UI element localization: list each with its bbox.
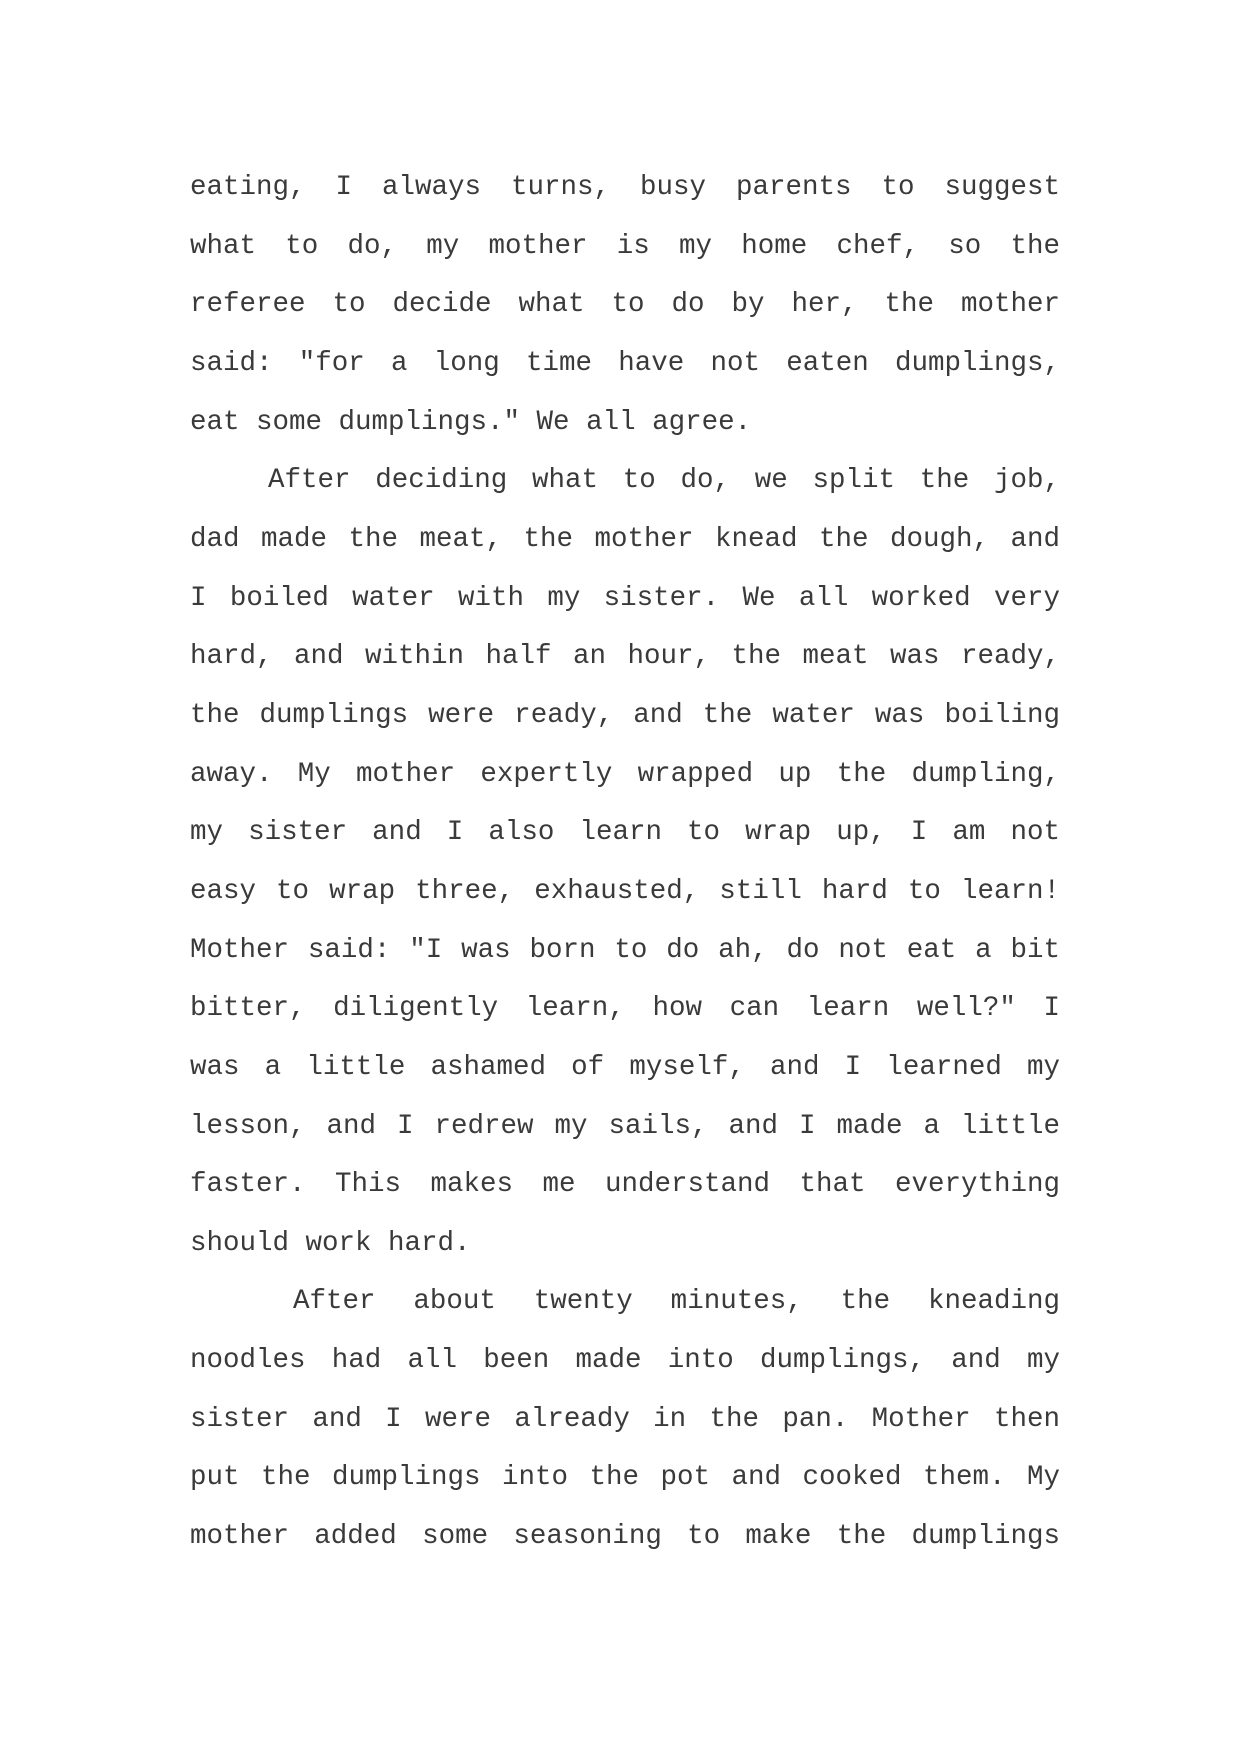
text-line: After deciding what to do, we split the job, <box>268 465 1060 497</box>
text-line: away. My mother expertly wrapped up the dumpling, <box>190 758 1060 790</box>
paragraph-1 <box>190 159 1060 452</box>
text-line: what to do, my mother is my home chef, so the <box>190 230 1060 262</box>
body-text <box>190 159 1060 1567</box>
paragraph-3 <box>190 1273 1060 1566</box>
text-line: I boiled water with my sister. We all worked very <box>190 582 1060 614</box>
text-line: referee to decide what to do by her, the mother <box>190 289 1060 321</box>
text-line: the dumplings were ready, and the water was boiling <box>190 699 1060 731</box>
text-line: should work hard. <box>190 1227 471 1259</box>
text-line: eating, I always turns, busy parents to suggest <box>190 172 1060 203</box>
text-line: Mother said: "I was born to do ah, do not eat a bit <box>190 934 1060 966</box>
text-line: noodles had all been made into dumplings, and my <box>190 1345 1060 1377</box>
text-line: sister and I were already in the pan. Mother then <box>190 1403 1060 1435</box>
text-line: lesson, and I redrew my sails, and I made a little <box>190 1110 1060 1142</box>
text-line: eat some dumplings." We all agree. <box>190 406 752 438</box>
text-line: bitter, diligently learn, how can learn well?" I <box>190 993 1060 1025</box>
text-line: mother added some seasoning to make the dumplings <box>190 1521 1060 1553</box>
text-line: dad made the meat, the mother knead the dough, and <box>190 523 1060 555</box>
text-line: hard, and within half an hour, the meat was ready, <box>190 641 1060 673</box>
text-line: After about twenty minutes, the kneading <box>293 1286 1060 1318</box>
text-line: put the dumplings into the pot and cooked them. My <box>190 1462 1060 1494</box>
paragraph-2 <box>190 452 1060 1273</box>
text-line: was a little ashamed of myself, and I learned my <box>190 1051 1060 1083</box>
text-line: easy to wrap three, exhausted, still hard to learn! <box>190 875 1060 907</box>
text-line: faster. This makes me understand that everything <box>190 1169 1060 1201</box>
text-line: my sister and I also learn to wrap up, I am not <box>190 817 1060 849</box>
text-line: said: "for a long time have not eaten dumplings, <box>190 347 1060 379</box>
